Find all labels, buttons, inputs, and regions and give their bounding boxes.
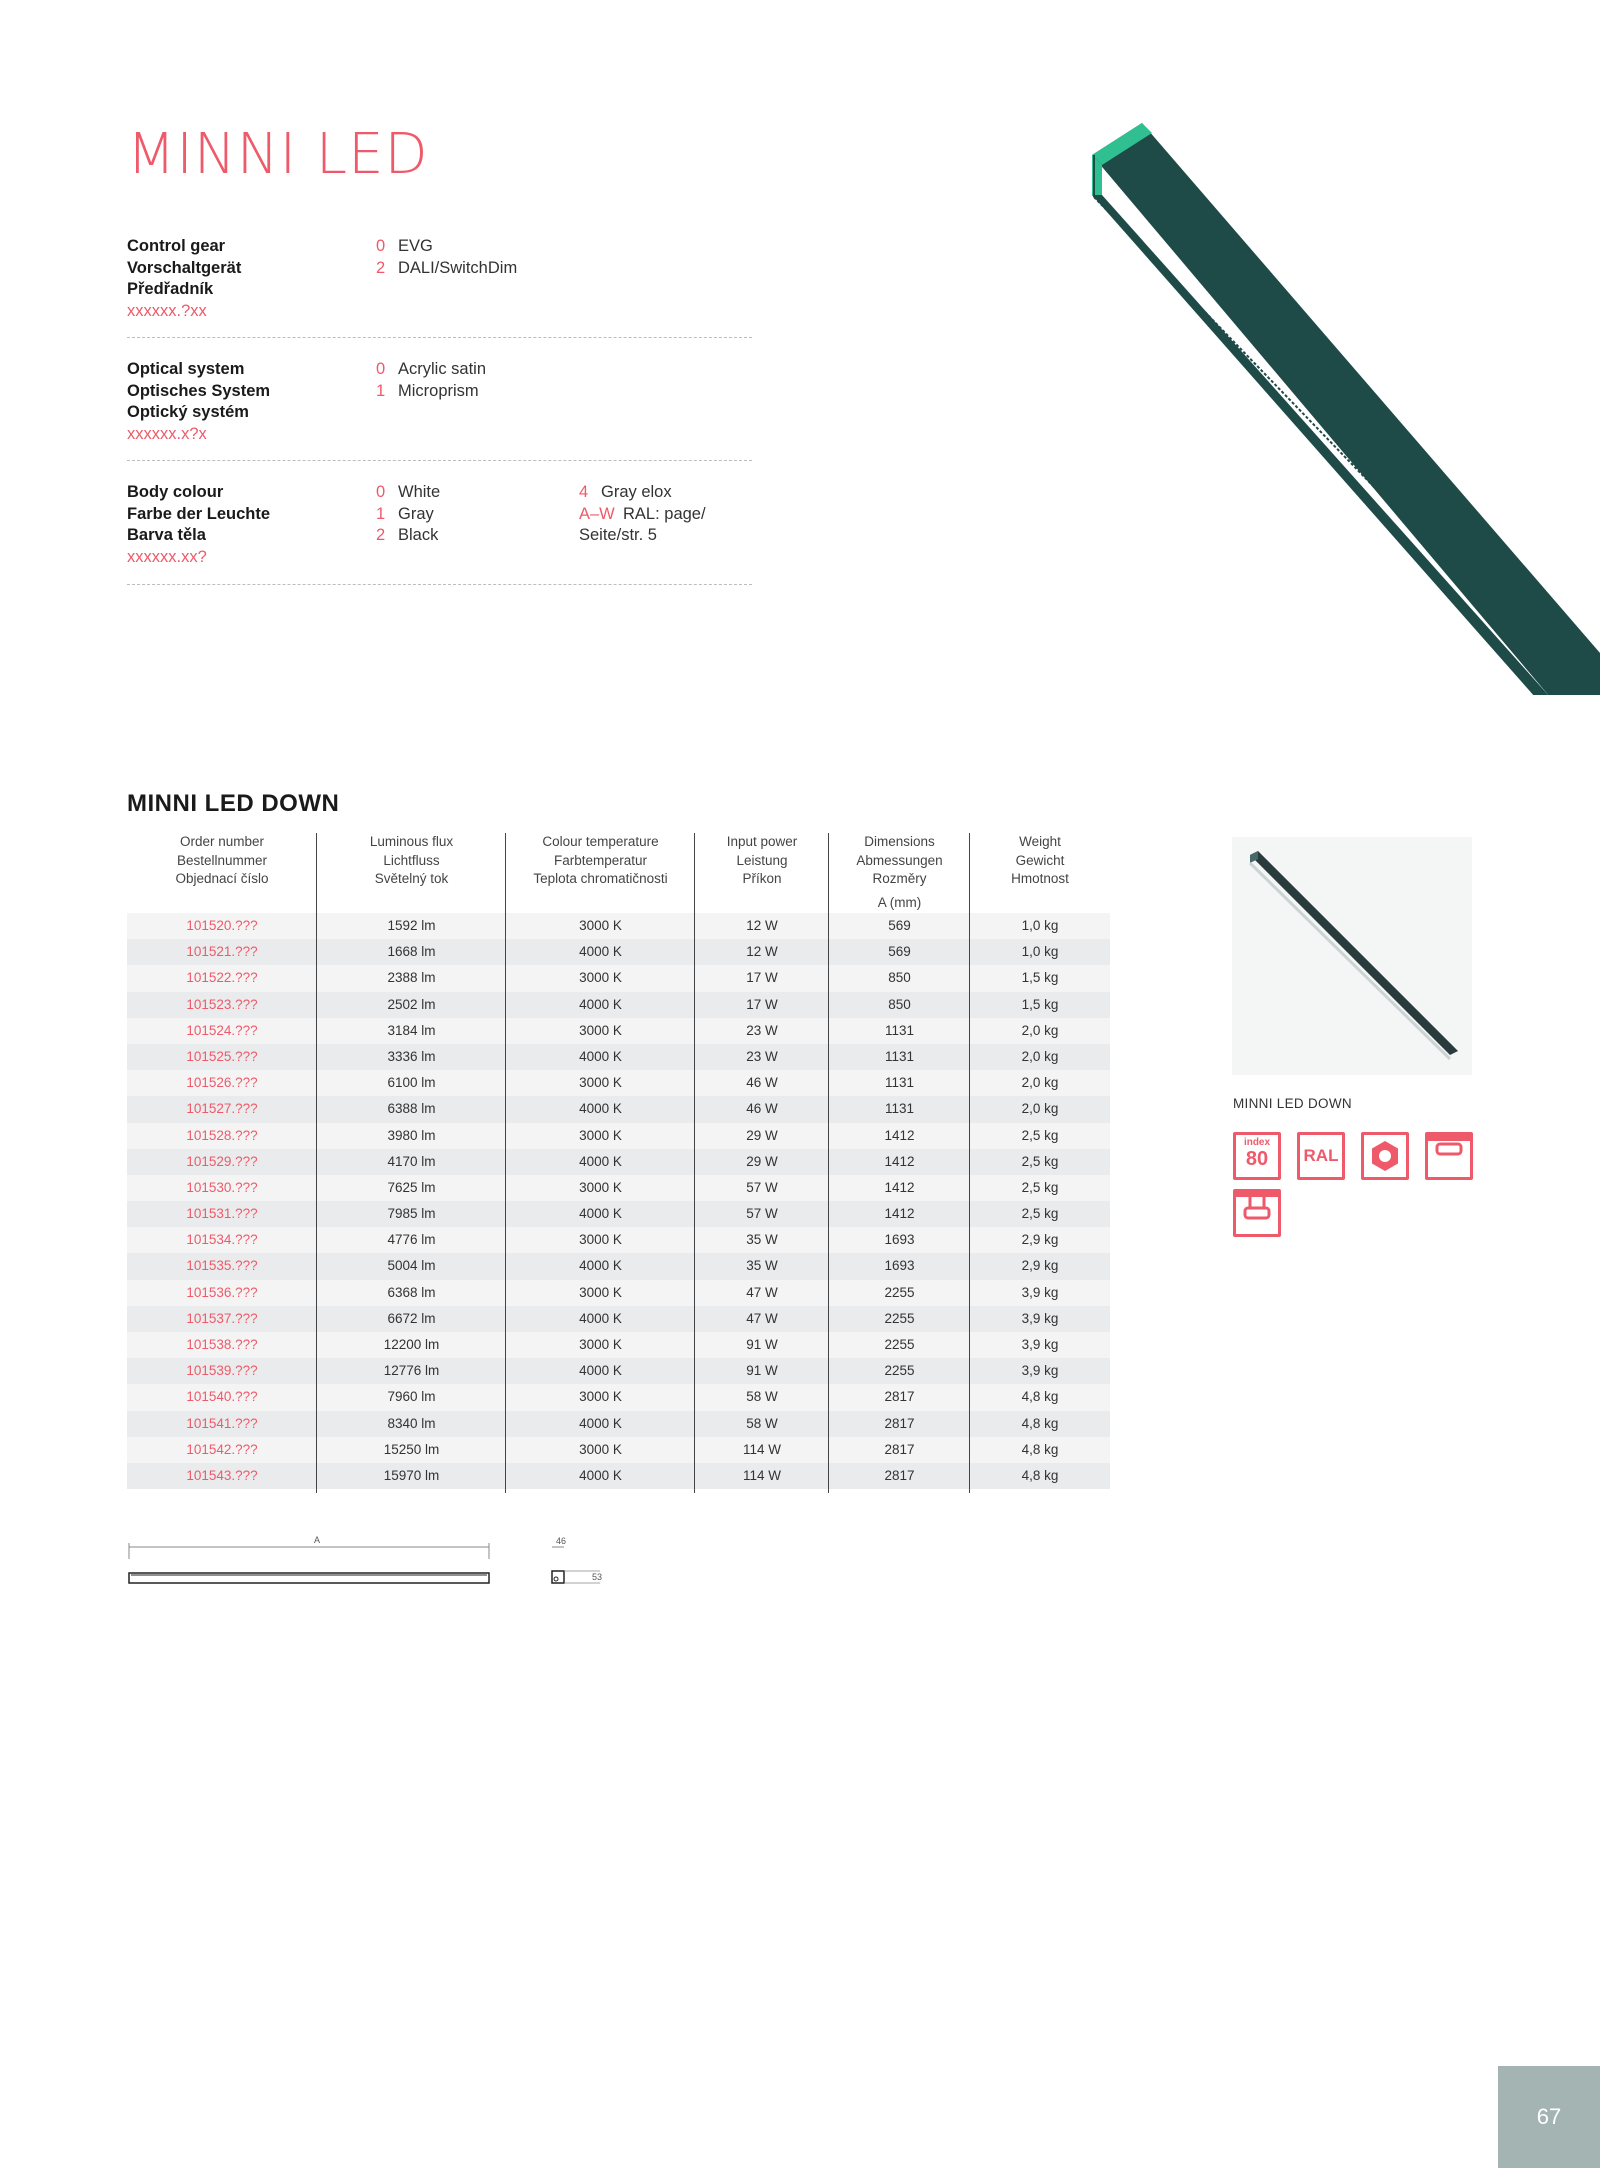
luminous-flux-cell: 7960 lm [387, 1389, 436, 1405]
input-power-cell: 114 W [742, 1467, 781, 1483]
colour-temperature-cell: 4000 K [579, 996, 622, 1012]
order-number-cell: 101520.??? [186, 918, 258, 933]
spec-options [376, 359, 486, 402]
luminous-flux-cell: 2388 lm [387, 970, 436, 986]
order-number-cell: 101538.??? [186, 1337, 258, 1352]
colour-temperature-cell: 3000 K [579, 1441, 622, 1457]
colour-temperature-cell: 4000 K [579, 1048, 622, 1064]
spec-option [376, 359, 486, 381]
dimension-cell: 850 [888, 996, 911, 1012]
input-power-cell: 23 W [746, 1022, 778, 1038]
option-key: 4 [579, 483, 589, 501]
table-row [127, 1227, 1110, 1253]
colour-temperature-cell: 3000 K [579, 1284, 622, 1300]
colour-temperature-cell: 4000 K [579, 1153, 622, 1169]
input-power-cell: 35 W [746, 1232, 778, 1248]
table-row [127, 1253, 1110, 1279]
hexagon-glyph [1364, 1135, 1406, 1177]
table-row [127, 1332, 1110, 1358]
index-label: index [1243, 1137, 1271, 1148]
header-line: Farbtemperatur [553, 852, 648, 868]
luminous-flux-cell: 3184 lm [387, 1022, 436, 1038]
spec-body-colour [127, 482, 752, 585]
cross-section-drawing [540, 1535, 620, 1595]
luminous-flux-cell: 4170 lm [387, 1153, 436, 1169]
index-value: 80 [1245, 1148, 1269, 1170]
surface-mount-icon [1425, 1132, 1473, 1180]
weight-cell: 4,8 kg [1021, 1467, 1059, 1483]
spec-label-en: Body colour [127, 483, 224, 501]
colour-temperature-cell: 3000 K [579, 918, 622, 933]
column-divider [828, 833, 829, 1493]
spec-option [376, 482, 440, 504]
order-number-cell: 101529.??? [186, 1153, 258, 1169]
header-line: Příkon [742, 871, 782, 886]
weight-cell: 1,5 kg [1021, 970, 1059, 986]
luminous-flux-cell: 6388 lm [387, 1101, 436, 1117]
weight-cell: 2,9 kg [1021, 1232, 1059, 1248]
order-number-cell: 101535.??? [186, 1258, 258, 1274]
option-label: Gray elox [601, 483, 672, 501]
weight-cell: 2,5 kg [1021, 1206, 1059, 1222]
column-divider [969, 833, 970, 1493]
table-row [127, 1070, 1110, 1096]
dimension-cell: 850 [888, 970, 911, 986]
input-power-cell: 29 W [746, 1127, 778, 1143]
spec-optical-system [127, 359, 752, 461]
colour-temperature-cell: 3000 K [579, 1337, 622, 1352]
option-label: Seite/str. 5 [579, 526, 657, 544]
header-line: Teplota chromatičnosti [533, 871, 668, 886]
table-row [127, 1384, 1110, 1410]
option-key: 1 [376, 504, 386, 523]
table-row [127, 965, 1110, 991]
option-label: Black [398, 526, 439, 544]
table-row [127, 1358, 1110, 1384]
weight-cell: 4,8 kg [1021, 1415, 1059, 1431]
table-row [127, 1411, 1110, 1437]
weight-cell: 2,0 kg [1021, 1101, 1059, 1117]
order-number-cell: 101536.??? [186, 1284, 258, 1300]
order-number-cell: 101528.??? [186, 1127, 258, 1143]
colour-temperature-cell: 4000 K [579, 1310, 622, 1326]
table-row [127, 1123, 1110, 1149]
dimension-cell: 1131 [884, 1101, 915, 1117]
dimension-cell: 2817 [884, 1441, 915, 1457]
luminous-flux-cell: 7625 lm [387, 1179, 436, 1195]
colour-temperature-cell: 4000 K [579, 1363, 622, 1379]
spec-label-de: Vorschaltgerät [127, 258, 242, 277]
header-line: Gewicht [1015, 852, 1065, 868]
order-number-cell: 101523.??? [186, 996, 258, 1012]
index-80-icon [1233, 1132, 1281, 1180]
product-table [127, 833, 1110, 1489]
table-row [127, 992, 1110, 1018]
colour-temperature-cell: 3000 K [579, 1022, 622, 1038]
input-power-cell: 17 W [746, 970, 778, 986]
luminous-flux-cell: 4776 lm [387, 1232, 436, 1248]
header-weight [970, 833, 1110, 889]
option-key: 0 [376, 483, 386, 501]
order-number-cell: 101534.??? [186, 1232, 258, 1248]
order-number-cell: 101531.??? [186, 1206, 258, 1222]
dimension-a-label: A [313, 1535, 321, 1545]
header-order-number [127, 833, 317, 889]
weight-cell: 2,5 kg [1021, 1127, 1059, 1143]
option-key: 1 [376, 381, 386, 400]
spec-code: xxxxxx.xx? [127, 547, 207, 566]
header-line: Input power [726, 834, 798, 849]
weight-cell: 2,9 kg [1021, 1258, 1059, 1274]
option-key: A–W [579, 504, 615, 523]
luminous-flux-cell: 6100 lm [387, 1075, 436, 1091]
order-number-cell: 101522.??? [186, 970, 258, 986]
order-number-cell: 101530.??? [186, 1179, 258, 1195]
input-power-cell: 35 W [746, 1258, 778, 1274]
spec-label-de: Farbe der Leuchte [127, 504, 271, 523]
dimension-cell: 2255 [884, 1310, 915, 1326]
colour-temperature-cell: 4000 K [579, 1206, 622, 1222]
dimension-cell: 1412 [884, 1153, 915, 1169]
luminous-flux-cell: 12200 lm [383, 1337, 440, 1352]
dimension-cell: 1412 [884, 1206, 915, 1222]
header-line: Lichtfluss [383, 852, 440, 868]
spec-option [579, 504, 706, 526]
weight-cell: 3,9 kg [1021, 1337, 1059, 1352]
spec-labels [127, 359, 270, 445]
spec-labels [127, 236, 241, 322]
colour-temperature-cell: 4000 K [579, 1415, 622, 1431]
spec-control-gear [127, 236, 752, 338]
spec-label-cz: Optický systém [127, 403, 249, 421]
dimension-cell: 1412 [884, 1179, 915, 1195]
header-line: Order number [179, 834, 265, 849]
header-line: Hmotnost [1011, 871, 1069, 886]
lamp-hero-image [1080, 115, 1600, 695]
colour-temperature-cell: 4000 K [579, 1467, 622, 1483]
luminous-flux-cell: 7985 lm [387, 1206, 436, 1222]
dimension-cell: 1412 [884, 1127, 915, 1143]
table-row [127, 1306, 1110, 1332]
weight-cell: 2,5 kg [1021, 1153, 1059, 1169]
option-label: RAL: page/ [623, 504, 706, 523]
colour-temperature-cell: 3000 K [579, 1232, 622, 1248]
table-row [127, 1463, 1110, 1489]
header-line: Bestellnummer [176, 852, 268, 868]
page-number: 67 [1498, 2066, 1600, 2168]
header-line: Dimensions [864, 834, 935, 849]
hexagon-nut-icon [1361, 1132, 1409, 1180]
input-power-cell: 47 W [746, 1310, 778, 1326]
section-title: MINNI LED DOWN [127, 790, 340, 817]
input-power-cell: 58 W [746, 1389, 778, 1405]
spec-label-en: Optical system [127, 360, 245, 378]
input-power-cell: 23 W [746, 1048, 778, 1064]
input-power-cell: 47 W [746, 1284, 778, 1300]
product-image [1232, 837, 1472, 1075]
weight-cell: 4,8 kg [1021, 1389, 1059, 1405]
order-number-cell: 101542.??? [186, 1441, 258, 1457]
dimension-cell: 569 [888, 918, 911, 933]
luminous-flux-cell: 6672 lm [387, 1310, 436, 1326]
table-row [127, 1201, 1110, 1227]
option-label: EVG [398, 237, 433, 255]
weight-cell: 3,9 kg [1021, 1310, 1059, 1326]
ral-icon [1297, 1132, 1345, 1180]
dimension-cell: 2255 [884, 1363, 915, 1379]
dimension-cell: 2817 [884, 1415, 915, 1431]
dimension-width-label: 46 [556, 1536, 567, 1546]
input-power-cell: 17 W [746, 996, 778, 1012]
luminous-flux-cell: 2502 lm [387, 996, 436, 1012]
spec-option [376, 504, 440, 526]
spec-label-cz: Předřadník [127, 280, 214, 298]
header-line: A (mm) [877, 894, 922, 910]
spec-option [579, 482, 706, 504]
luminous-flux-cell: 1668 lm [387, 944, 436, 960]
order-number-cell: 101526.??? [186, 1075, 258, 1091]
header-line: Leistung [736, 852, 788, 868]
spec-options [376, 236, 517, 279]
column-divider [316, 833, 317, 1493]
header-line: Luminous flux [369, 834, 454, 849]
header-luminous-flux [317, 833, 506, 889]
luminous-flux-cell: 6368 lm [387, 1284, 436, 1300]
header-colour-temperature [506, 833, 695, 889]
dimension-cell: 1693 [884, 1258, 915, 1274]
weight-cell: 4,8 kg [1021, 1441, 1059, 1457]
spec-code: xxxxxx.?xx [127, 301, 207, 320]
dimension-cell: 2255 [884, 1337, 915, 1352]
colour-temperature-cell: 3000 K [579, 1389, 622, 1405]
dimension-cell: 2255 [884, 1284, 915, 1300]
ral-label: RAL [1303, 1146, 1339, 1165]
order-number-cell: 101521.??? [186, 944, 258, 960]
option-key: 2 [376, 526, 386, 544]
option-key: 0 [376, 237, 386, 255]
colour-temperature-cell: 3000 K [579, 1179, 622, 1195]
dimension-cell: 1693 [884, 1232, 915, 1248]
spec-option [579, 525, 706, 547]
header-line: Objednací číslo [175, 871, 269, 886]
weight-cell: 3,9 kg [1021, 1284, 1059, 1300]
colour-temperature-cell: 4000 K [579, 1101, 622, 1117]
weight-cell: 2,0 kg [1021, 1048, 1059, 1064]
spec-label-de: Optisches System [127, 381, 271, 400]
dimension-cell: 2817 [884, 1467, 915, 1483]
page-title: MINNI LED [127, 122, 429, 187]
input-power-cell: 58 W [746, 1415, 778, 1431]
colour-temperature-cell: 3000 K [579, 970, 622, 986]
input-power-cell: 114 W [742, 1441, 781, 1457]
dimension-height-label: 53 [592, 1572, 603, 1582]
colour-temperature-cell: 4000 K [579, 944, 622, 960]
spec-options-ral [579, 482, 706, 547]
input-power-cell: 57 W [746, 1179, 778, 1195]
colour-temperature-cell: 3000 K [579, 1127, 622, 1143]
order-number-cell: 101540.??? [186, 1389, 258, 1405]
table-row [127, 1018, 1110, 1044]
luminous-flux-cell: 1592 lm [387, 918, 436, 933]
header-line: Rozměry [872, 871, 927, 886]
spec-label-en: Control gear [127, 237, 226, 255]
order-number-cell: 101525.??? [186, 1048, 258, 1064]
dimension-cell: 569 [888, 944, 911, 960]
spec-option [376, 525, 440, 547]
table-body [127, 913, 1110, 1489]
product-caption: MINNI LED DOWN [1233, 1096, 1352, 1111]
table-row [127, 1175, 1110, 1201]
spec-code: xxxxxx.x?x [127, 424, 207, 443]
input-power-cell: 57 W [746, 1206, 778, 1222]
suspended-mount-glyph [1236, 1192, 1278, 1234]
suspended-mount-icon [1233, 1189, 1281, 1237]
dimension-cell: 1131 [884, 1048, 915, 1064]
table-row [127, 1044, 1110, 1070]
luminous-flux-cell: 3336 lm [387, 1048, 436, 1064]
header-dimensions [829, 833, 970, 912]
luminous-flux-cell: 15970 lm [383, 1467, 440, 1483]
luminous-flux-cell: 5004 lm [387, 1258, 436, 1274]
luminous-flux-cell: 12776 lm [383, 1363, 440, 1379]
option-label: DALI/SwitchDim [398, 258, 518, 277]
spec-label-cz: Barva těla [127, 526, 206, 544]
column-divider [505, 833, 506, 1493]
dimension-cell: 1131 [884, 1022, 915, 1038]
table-row [127, 913, 1110, 939]
weight-cell: 1,5 kg [1021, 996, 1059, 1012]
weight-cell: 2,5 kg [1021, 1179, 1059, 1195]
spec-labels [127, 482, 270, 568]
header-line: Světelný tok [374, 871, 449, 886]
option-key: 0 [376, 360, 386, 378]
table-row [127, 939, 1110, 965]
weight-cell: 2,0 kg [1021, 1022, 1059, 1038]
order-number-cell: 101537.??? [186, 1310, 258, 1326]
order-number-cell: 101524.??? [186, 1022, 258, 1038]
weight-cell: 1,0 kg [1021, 918, 1059, 933]
order-number-cell: 101527.??? [186, 1101, 258, 1117]
column-divider [694, 833, 695, 1493]
spec-option [376, 258, 517, 280]
header-line: Weight [1019, 834, 1061, 849]
colour-temperature-cell: 3000 K [579, 1075, 622, 1091]
option-label: Microprism [398, 381, 479, 400]
table-row [127, 1280, 1110, 1306]
spec-options [376, 482, 440, 547]
dimension-cell: 1131 [884, 1075, 915, 1091]
table-row [127, 1149, 1110, 1175]
luminous-flux-cell: 8340 lm [387, 1415, 436, 1431]
input-power-cell: 29 W [746, 1153, 778, 1169]
header-line: Colour temperature [542, 834, 659, 849]
option-label: Acrylic satin [398, 360, 487, 378]
order-number-cell: 101539.??? [186, 1363, 258, 1379]
order-number-cell: 101543.??? [186, 1467, 258, 1483]
table-header [127, 833, 1110, 913]
surface-mount-glyph [1428, 1135, 1470, 1177]
weight-cell: 2,0 kg [1021, 1075, 1059, 1091]
input-power-cell: 46 W [746, 1075, 778, 1091]
input-power-cell: 91 W [746, 1363, 778, 1379]
option-label: White [398, 483, 441, 501]
option-label: Gray [398, 504, 434, 523]
input-power-cell: 91 W [746, 1337, 778, 1352]
weight-cell: 1,0 kg [1021, 944, 1059, 960]
spec-option [376, 236, 517, 258]
input-power-cell: 46 W [746, 1101, 778, 1117]
weight-cell: 3,9 kg [1021, 1363, 1059, 1379]
luminous-flux-cell: 3980 lm [387, 1127, 436, 1143]
option-key: 2 [376, 258, 386, 277]
dimension-cell: 2817 [884, 1389, 915, 1405]
header-line: Abmessungen [856, 852, 943, 868]
table-row [127, 1437, 1110, 1463]
lamp-thumbnail-icon [1232, 837, 1472, 1075]
luminous-flux-cell: 15250 lm [383, 1441, 440, 1457]
order-number-cell: 101541.??? [186, 1415, 258, 1431]
spec-option [376, 381, 486, 403]
table-row [127, 1096, 1110, 1122]
header-input-power [695, 833, 829, 889]
colour-temperature-cell: 4000 K [579, 1258, 622, 1274]
input-power-cell: 12 W [746, 944, 778, 960]
input-power-cell: 12 W [746, 918, 778, 933]
